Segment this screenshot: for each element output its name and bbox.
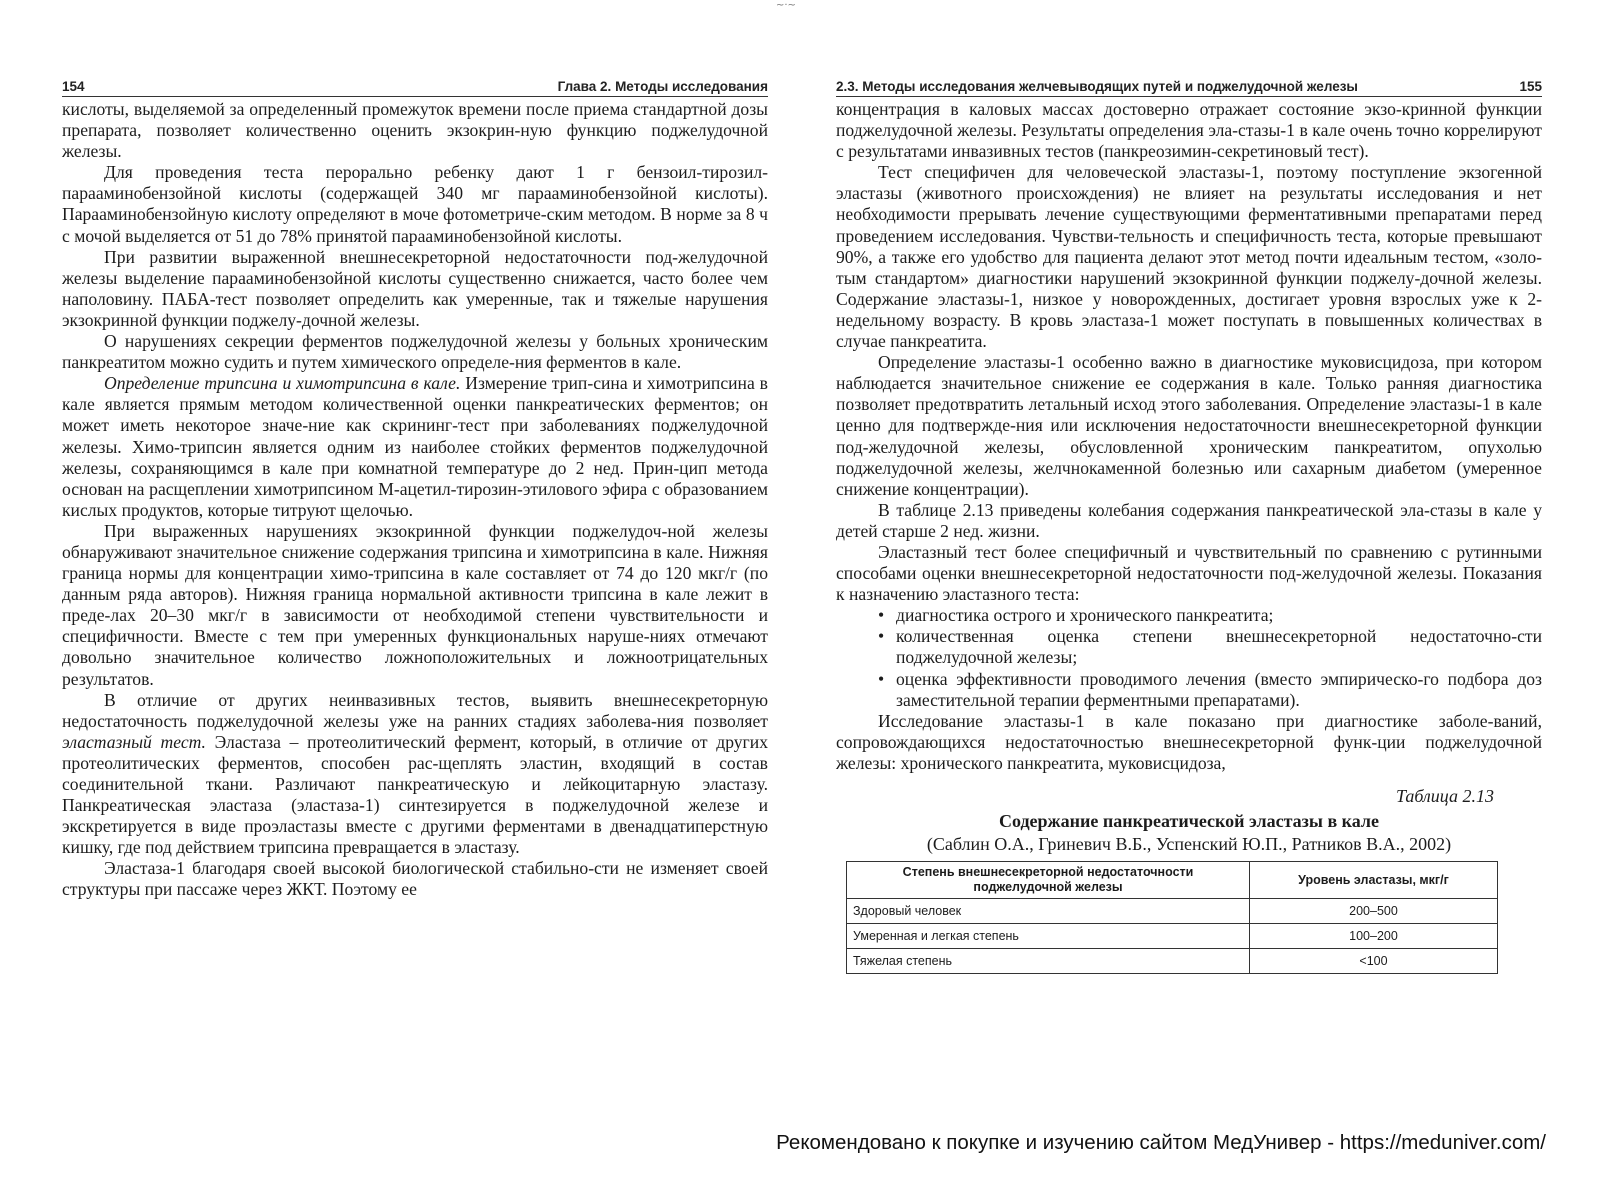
list-item: • оценка эффективности проводимого лечения (вместо эмпирическо-го подбора доз заместительной терапии ферментными препаратами). xyxy=(896,669,1542,711)
paragraph-text: Эластаза-1 благодаря своей высокой биологической стабильно-сти не изменяет своей структуры при пассаже через ЖКТ. Поэтому ее xyxy=(62,858,768,900)
left-page xyxy=(62,76,768,901)
table-cell: 200–500 xyxy=(1250,899,1498,924)
table-cell: 100–200 xyxy=(1250,924,1498,949)
table-row xyxy=(847,949,1498,974)
paragraph-text: Для проведения теста перорально ребенку дают 1 г бензоил-тирозил-парааминобензойной кислоты (содержащей 340 мг парааминобензойной кислоты). Парааминобензойную кислоту определяют в моче фотометриче-ским методом. В норме за 8 ч с мочой выделяется от 51 до 78% принятой парааминобензойной кислоты. xyxy=(62,162,768,246)
paragraph xyxy=(836,99,1542,162)
paragraph xyxy=(62,521,768,690)
table-header-row xyxy=(847,862,1498,899)
table-title: Содержание панкреатической эластазы в кале xyxy=(998,811,1380,831)
indications-list xyxy=(836,605,1542,710)
italic-term: Определение трипсина и химотрипсина в кале. xyxy=(104,373,461,394)
running-head-title: 2.3. Методы исследования желчевыводящих путей и поджелудочной железы xyxy=(836,79,1358,94)
paragraph-text: В таблице 2.13 приведены колебания содержания панкреатической эла-стазы в кале у детей старше 2 нед. жизни. xyxy=(836,499,1542,541)
table-header-cell: Степень внешнесекреторной недостаточности поджелудочной железы xyxy=(847,862,1250,899)
running-head-title: Глава 2. Методы исследования xyxy=(557,79,768,94)
table-cell: Тяжелая степень xyxy=(847,949,1250,974)
left-page-body xyxy=(62,99,768,901)
table-cell: Здоровый человек xyxy=(847,899,1250,924)
paragraph-text: Эластазный тест более специфичный и чувствительный по сравнению с рутинными способами оценки внешнесекреторной недостаточности под-желудочной железы. Показания к назначению эластазного теста: xyxy=(836,541,1542,605)
paragraph-text: Измерение трип-сина и химотрипсина в кале является прямым методом количественной оценки панкреатических ферментов; он может иметь некоторое значе-ние как скрининг-тест при заболеваниях поджелудочной железы. Химо-трипсин является одним из наиболее стойких ферментов поджелудочной железы, сохраняющимся в кале при комнатной температуре до 2 нед. Прин-цип метода основан на расщеплении химотрипсином М-ацетил-тирозин-этилового эфира с образованием кислых продуктов, которые титруют щелочью. xyxy=(62,373,768,520)
paragraph xyxy=(836,352,1542,500)
italic-term: эластазный тест. xyxy=(62,731,206,752)
list-item: • диагностика острого и хронического панкреатита; xyxy=(896,605,1542,626)
paragraph-text: Эластаза – протеолитический фермент, который, в отличие от других протеолитических ферментов, способен рас-щеплять эластин, входящий в состав соединительной ткани. Различают панкреатическую и лейкоцитарную эластазу. Панкреатическая эластаза (эластаза-1) синтезируется в поджелудочной железе и экскретируется в виде проэластазы вместе с другими ферментами в двенадцатиперстную кишку, где под действием трипсина превращается в эластазу. xyxy=(62,731,768,858)
paragraph xyxy=(836,162,1542,352)
paragraph-text: кислоты, выделяемой за определенный промежуток времени после приема стандартной дозы препарата, позволяет количественно оценить экзокрин-ную функцию поджелудочной железы. xyxy=(62,99,768,162)
scan-artifact: ~·~ xyxy=(776,0,796,11)
paragraph xyxy=(62,331,768,373)
table-cell: <100 xyxy=(1250,949,1498,974)
paragraph-text: О нарушениях секреции ферментов поджелудочной железы у больных хроническим панкреатитом можно судить и путем химического определе-ния ферментов в кале. xyxy=(62,331,768,373)
paragraph xyxy=(836,542,1542,605)
table-row xyxy=(847,924,1498,949)
paragraph-text: При развитии выраженной внешнесекреторной недостаточности под-желудочной железы выделение парааминобензойной кислоты существенно снижается, часто более чем наполовину. ПАБА-тест позволяет определить как умеренные, так и тяжелые нарушения экзокринной функции поджелу-дочной железы. xyxy=(62,246,768,330)
running-head xyxy=(836,76,1542,97)
table-cell: Умеренная и легкая степень xyxy=(847,924,1250,949)
paragraph xyxy=(62,162,768,246)
paragraph-text: Определение эластазы-1 особенно важно в диагностике муковисцидоза, при котором наблюдается значительное снижение ее содержания в кале. Только ранняя диагностика позволяет предотвратить летальный исход этого заболевания. Определение эластазы-1 в кале ценно для подтвержде-ния или исключения недостаточности внешнесекреторной функции под-желудочной железы, обусловленной хроническим панкреатитом, опухолью поджелудочной железы, желчнокаменной болезнью или сахарным диабетом (умеренное снижение концентрации). xyxy=(836,352,1542,499)
page-number: 155 xyxy=(1519,79,1542,94)
paragraph-text: В отличие от других неинвазивных тестов, выявить внешнесекреторную недостаточность поджелудочной железы уже на ранних стадиях заболева-ния позволяет xyxy=(62,689,768,731)
list-item: • количественная оценка степени внешнесекреторной недостаточно-сти поджелудочной железы; xyxy=(896,626,1542,668)
paragraph-text: При выраженных нарушениях экзокринной функции поджелудоч-ной железы обнаруживают значительное снижение содержания трипсина и химотрипсина в кале. Нижняя граница нормы для концентрации химо-трипсина в кале составляет от 74 до 120 мкг/г (по данным ряда авторов). Нижняя граница нормальной активности трипсина в кале лежит в преде-лах 20–30 мкг/г в зависимости от необходимой степени чувствительности и специфичности. Вместе с тем при умеренных функциональных наруше-ниях отмечают довольно значительное количество ложноположительных и ложноотрицательных результатов. xyxy=(62,520,768,689)
elastase-table xyxy=(846,861,1498,974)
footer-banner: Рекомендовано к покупке и изучению сайтом МедУнивер - https://meduniver.com/ xyxy=(776,1131,1546,1154)
right-page-body xyxy=(836,99,1542,605)
paragraph xyxy=(62,858,768,900)
right-page xyxy=(836,76,1542,974)
paragraph xyxy=(62,247,768,331)
paragraph xyxy=(62,690,768,859)
paragraph-text: Тест специфичен для человеческой эластазы-1, поэтому поступление экзогенной эластазы (животного происхождения) не влияет на результаты исследования и нет необходимости прерывать лечение существующими ферментативными препаратами перед проведением исследования. Чувстви-тельность и специфичность теста, которые превышают 90%, а также его удобство для пациента делают этот метод почти идеальным тестом, «золо-тым стандартом» диагностики нарушений экзокринной функции поджелу-дочной железы. Содержание эластазы-1, низкое у новорожденных, достигает уровня взрослых уже к 2-недельному возрасту. В кровь эластаза-1 может поступать в повышенных количествах в случае панкреатита. xyxy=(836,162,1542,352)
page-number: 154 xyxy=(62,79,85,94)
table-row xyxy=(847,899,1498,924)
table-source: (Саблин О.А., Гриневич В.Б., Успенский Ю.П., Ратников В.А., 2002) xyxy=(926,834,1452,854)
table-number: Таблица 2.13 xyxy=(1395,786,1494,806)
paragraph xyxy=(836,500,1542,542)
closing-paragraph: Исследование эластазы-1 в кале показано при диагностике заболе-ваний, сопровождающихся недостаточностью внешнесекреторной функ-ции поджелудочной железы: хронического панкреатита, муковисцидоза, xyxy=(836,710,1542,773)
paragraph xyxy=(62,99,768,162)
paragraph-text: концентрация в каловых массах достоверно отражает состояние экзо-кринной функции поджелудочной железы. Результаты определения эла-стазы-1 в кале очень точно коррелируют с результатами инвазивных тестов (панкреозимин-секретиновый тест). xyxy=(836,99,1542,162)
table-header-cell: Уровень эластазы, мкг/г xyxy=(1250,862,1498,899)
paragraph xyxy=(62,373,768,521)
running-head xyxy=(62,76,768,97)
